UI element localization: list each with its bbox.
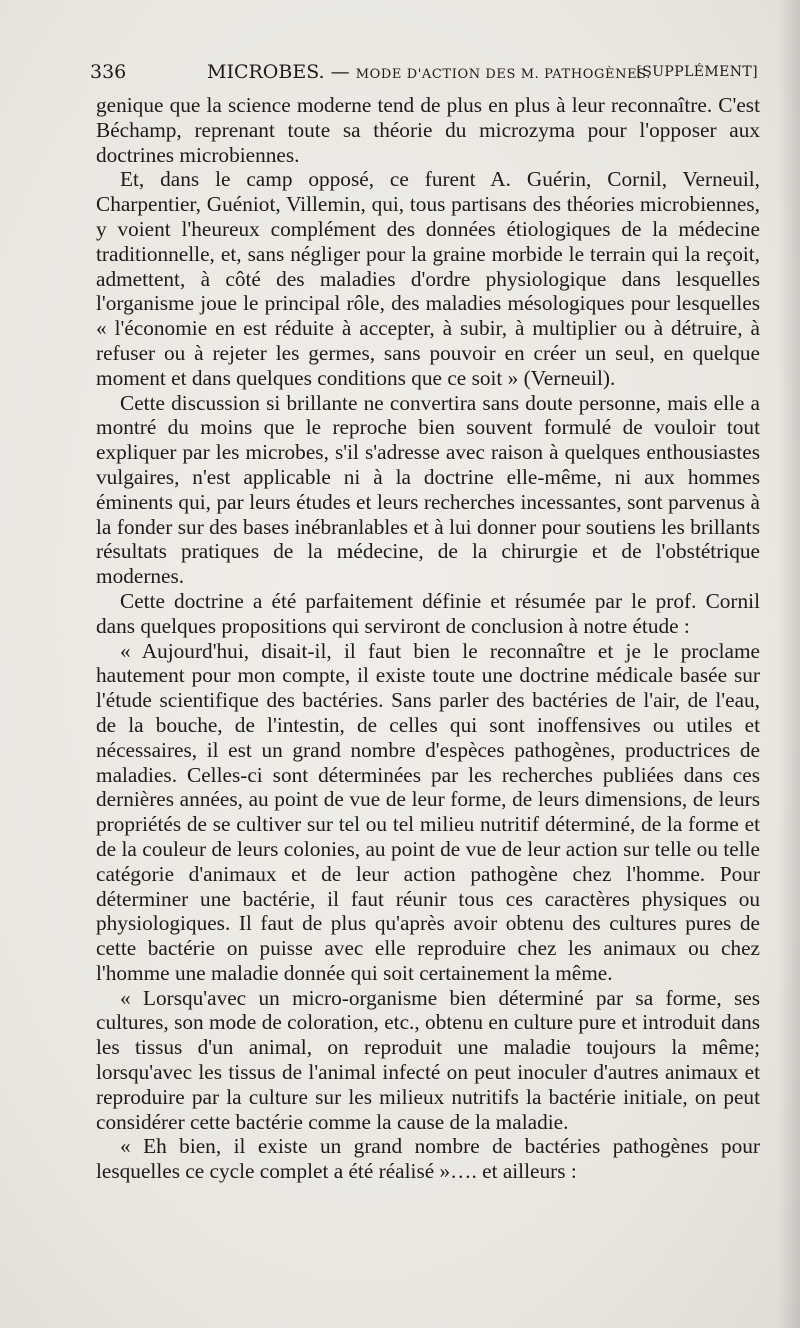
running-title-dash: — (330, 61, 350, 83)
running-title-sub: MODE D'ACTION DES M. PATHOGÈNES. (355, 67, 651, 82)
quote-paragraph: « Lorsqu'avec un micro-organisme bien déterminé par sa forme, ses cultures, son mode de coloration, etc., obtenu en culture pure et introduit dans les tissus d'un animal, on reproduit une maladie toujours la même; lorsqu'avec les tissus de l'animal infecté on peut inoculer d'autres animaux et reproduire par la culture sur les milieux nutritifs la bactérie initiale, on peut considérer cette bactérie comme la cause de la maladie. (96, 985, 760, 1134)
section-tag: [SUPPLÉMENT] (636, 64, 758, 80)
page-number: 336 (90, 61, 127, 83)
paragraph: Cette doctrine a été parfaitement définie et résumée par le prof. Cornil dans quelques propositions qui serviront de conclusion à notre étude : (96, 588, 760, 638)
paragraph: Cette discussion si brillante ne convertira sans doute personne, mais elle a montré du moins que le reproche bien souvent formulé de vouloir tout expliquer par les microbes, s'il s'adresse avec raison à quelques enthousiastes vulgaires, n'est applicable ni à la doctrine elle-même, ni aux hommes éminents qui, par leurs études et leurs recherches incessantes, sont parvenus à la fonder sur des bases inébranlables et à lui donner pour soutiens les brillants résultats pratiques de la médecine, de la chirurgie et de l'obstétrique modernes. (96, 390, 760, 589)
paragraph: Et, dans le camp opposé, ce furent A. Guérin, Cornil, Verneuil, Charpentier, Guéniot, Villemin, qui, tous partisans des théories microbiennes, y voient l'heureux complément des données étiologiques de la médecine traditionnelle, et, sans négliger pour la graine morbide le terrain qui la reçoit, admettent, à côté des maladies d'ordre physiologique dans lesquelles l'organisme joue le principal rôle, des maladies mésologiques pour lesquelles « l'économie en est réduite à accepter, à subir, à multiplier ou à détruire, à refuser ou à rejeter les germes, sans pouvoir en créer un seul, en quelque moment et dans quelques conditions que ce soit » (Verneuil). (96, 167, 760, 390)
running-title (207, 58, 651, 89)
quote-paragraph: « Eh bien, il existe un grand nombre de bactéries pathogènes pour lesquelles ce cycle complet a été réalisé »…. et ailleurs : (96, 1134, 760, 1184)
running-title-main: MICROBES. (207, 61, 325, 83)
running-header (90, 58, 758, 86)
paragraph-continued: genique que la science moderne tend de plus en plus à leur reconnaître. C'est Béchamp, reprenant toute sa théorie du microzyma pour l'opposer aux doctrines microbiennes. (96, 93, 760, 167)
quote-paragraph: « Aujourd'hui, disait-il, il faut bien le reconnaître et je le proclame hautement pour mon compte, il existe toute une doctrine médicale basée sur l'étude scientifique des bactéries. Sans parler des bactéries de l'air, de l'eau, de la bouche, de l'intestin, de celles qui sont inoffensives ou utiles et nécessaires, il est un grand nombre d'espèces pathogènes, productrices de maladies. Celles-ci sont déterminées par les recherches publiées dans ces dernières années, au point de vue de leur forme, de leurs dimensions, de leurs propriétés de se cultiver sur tel ou tel milieu nutritif déterminé, de la forme et de la couleur de leurs colonies, au point de vue de leur action sur telle ou telle catégorie d'animaux et de leur action pathogène chez l'homme. Pour déterminer une bactérie, il faut réunir tous ces caractères physiques ou physiologiques. Il faut de plus qu'après avoir obtenu des cultures pures de cette bactérie on puisse avec elle reproduire chez les animaux ou chez l'homme une maladie donnée qui soit certainement la même. (96, 638, 760, 985)
body-text (96, 93, 760, 1184)
